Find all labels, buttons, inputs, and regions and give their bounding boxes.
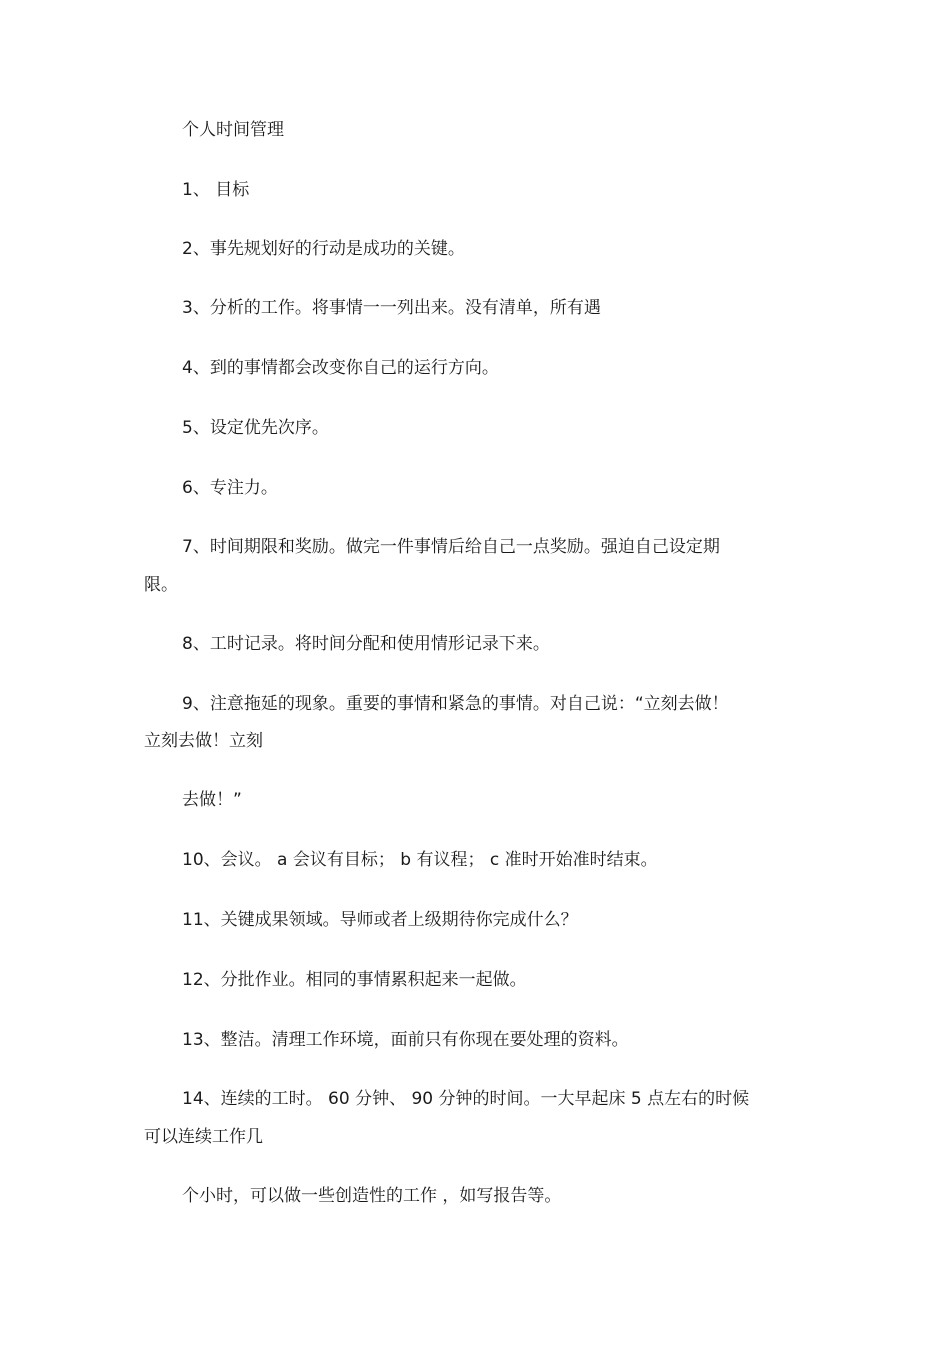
document-line-14-continued: 可以连续工作几 bbox=[144, 1127, 263, 1147]
document-line-9-end: 去做！” bbox=[182, 790, 242, 810]
document-line-14-end: 个小时，可以做一些创造性的工作 ，如写报告等。 bbox=[182, 1186, 562, 1206]
document-line-9: 9、注意拖延的现象。重要的事情和紧急的事情。对自己说：“立刻去做！ bbox=[182, 694, 729, 714]
document-line-8: 8、工时记录。将时间分配和使用情形记录下来。 bbox=[182, 634, 550, 654]
document-title: 个人时间管理 bbox=[182, 120, 284, 140]
document-line-13: 13、整洁。清理工作环境，面前只有你现在要处理的资料。 bbox=[182, 1030, 629, 1050]
document-line-10: 10、会议。 a 会议有目标； b 有议程； c 准时开始准时结束。 bbox=[182, 850, 658, 870]
document-line-12: 12、分批作业。相同的事情累积起来一起做。 bbox=[182, 970, 527, 990]
document-line-5: 5、设定优先次序。 bbox=[182, 418, 329, 438]
document-line-1: 1、 目标 bbox=[182, 180, 250, 200]
document-line-2: 2、事先规划好的行动是成功的关键。 bbox=[182, 239, 465, 259]
document-line-7-continued: 限。 bbox=[144, 575, 178, 595]
document-line-7: 7、时间期限和奖励。做完一件事情后给自己一点奖励。强迫自己设定期 bbox=[182, 537, 720, 557]
document-line-14: 14、连续的工时。 60 分钟、 90 分钟的时间。一大早起床 5 点左右的时候 bbox=[182, 1089, 750, 1109]
document-line-4: 4、到的事情都会改变你自己的运行方向。 bbox=[182, 358, 499, 378]
document-line-6: 6、专注力。 bbox=[182, 478, 278, 498]
document-line-11: 11、关键成果领域。导师或者上级期待你完成什么？ bbox=[182, 910, 578, 930]
document-line-9-continued: 立刻去做！立刻 bbox=[144, 731, 263, 751]
document-line-3: 3、分析的工作。将事情一一列出来。没有清单，所有遇 bbox=[182, 298, 601, 318]
